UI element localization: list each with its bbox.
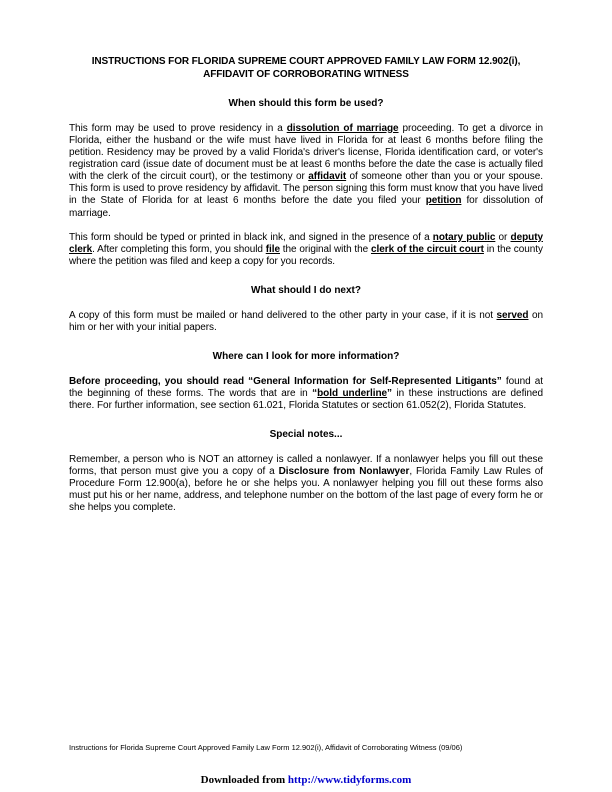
- section-heading: Where can I look for more information?: [212, 351, 400, 363]
- section-what-should-i-do-next: [69, 285, 543, 334]
- footer-form-id: Instructions for Florida Supreme Court Approved Family Law Form 12.902(i), Affidavit of Corroborating Witness (09/06): [69, 743, 463, 752]
- paragraph: Remember, a person who is NOT an attorney is called a nonlawyer. If a nonlawyer helps you fill out these forms, that person must give you a copy of a Disclosure from Nonlawyer, Florida Family Law Rules of Procedure Form 12.900(a), before he or she helps you. A nonlawyer helping you fill out these forms also must put his or her name, address, and telephone number on the bottom of the last page of every form he or she helps you complete.: [69, 453, 543, 514]
- tidyforms-link[interactable]: http://www.tidyforms.com: [287, 774, 412, 786]
- section-heading: When should this form be used?: [228, 98, 384, 109]
- document-title-line2: AFFIDAVIT OF CORROBORATING WITNESS: [203, 68, 409, 80]
- document-content: [69, 56, 543, 526]
- document-title-line1: INSTRUCTIONS FOR FLORIDA SUPREME COURT APPROVED FAMILY LAW FORM 12.902(i),: [91, 56, 521, 67]
- downloaded-from-label: Downloaded from: [200, 774, 288, 786]
- section-heading: Special notes...: [269, 429, 343, 440]
- section-when-should-this-form-be-used: [69, 98, 543, 268]
- paragraph: A copy of this form must be mailed or hand delivered to the other party in your case, if it is not served on him or her with your initial papers.: [69, 309, 543, 333]
- paragraph: This form may be used to prove residency in a dissolution of marriage proceeding. To get a divorce in Florida, either the husband or the wife must have lived in Florida for at least 6 months before filing the petition. Residency may be proved by a valid Florida's driver's license, Florida identification card, or voter's registration card (issue date of document must be at least 6 months before the date the case is actually filed with the clerk of the circuit court), or the testimony or affidavit of someone other than you or your spouse. This form is used to prove residency by affidavit. The person signing this form must know that you have lived in the State of Florida for at least 6 months before the date you filed your petition for dissolution of marriage.: [69, 122, 543, 219]
- section-where-can-i-look-for-more-information: [69, 351, 543, 412]
- paragraph: This form should be typed or printed in black ink, and signed in the presence of a notary public or deputy clerk. After completing this form, you should file the original with the clerk of the circuit court in the county where the petition was filed and keep a copy for you records.: [69, 231, 543, 268]
- paragraph: Before proceeding, you should read “General Information for Self-Represented Litigants” found at the beginning of these forms. The words that are in “bold underline” in these instructions are defined there. For further information, see section 61.021, Florida Statutes or section 61.052(2), Florida Statutes.: [69, 375, 544, 411]
- section-heading: What should I do next?: [251, 285, 361, 297]
- footer-download: [0, 774, 612, 786]
- document-title: [0, 56, 612, 81]
- section-special-notes: [69, 429, 543, 514]
